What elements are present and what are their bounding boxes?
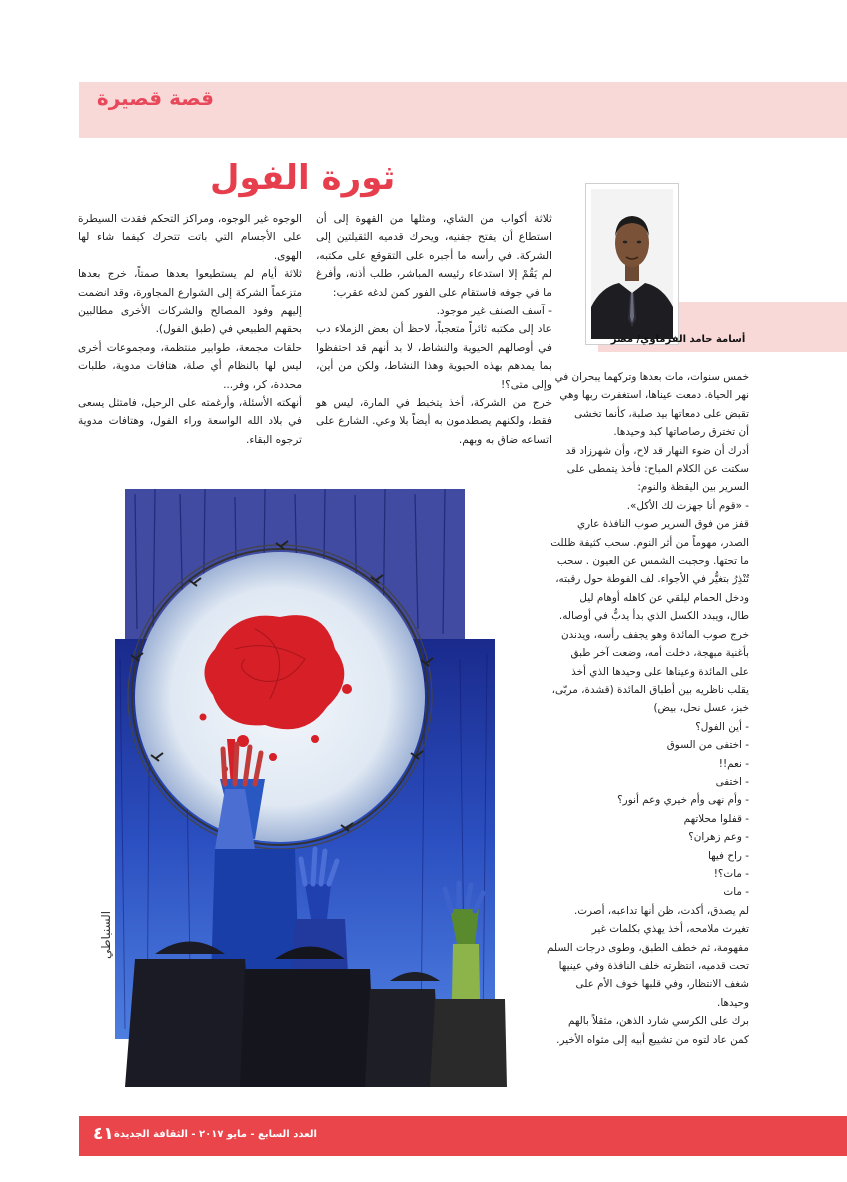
paragraph-line: قفز من فوق السرير صوب النافذة عاري bbox=[576, 518, 749, 531]
paragraph-line: خبز، عسل نحل، بيض) bbox=[653, 702, 749, 715]
dialogue-line: - راح فيها bbox=[707, 849, 749, 862]
paragraph-line: كمن عاد لتوه من تشييع أبيه إلى مثواه الأخير. bbox=[556, 1033, 749, 1046]
paragraph-line: لم يصدق، أكدت، ظن أنها تداعبه، أصرت. bbox=[573, 904, 749, 917]
paragraph-line: شغف الانتظار، وفي قلبها خوف الأم على bbox=[575, 978, 749, 991]
paragraph: الوجوه غير الوجوه، ومراكز التحكم فقدت السيطرة على الأجسام التي باتت تتحرك كيفما شاء لها الهوى. bbox=[78, 213, 302, 262]
article-column-right bbox=[546, 368, 749, 1049]
paragraph-line: بأغنية مبهجة، دخلت أمه، وضعت آخر طبق bbox=[570, 647, 749, 660]
paragraph-line: تحت قدميه، انتظرته خلف النافذة وفي عينيها bbox=[558, 960, 749, 972]
paragraph-line: على المائدة وعيناها على وحيدها الذي أخذ bbox=[571, 665, 749, 678]
paragraph-line: تُنْذِرُ بتغيُّر في الأجواء. لف الفوطة حول رقبته، bbox=[555, 573, 749, 586]
paragraph-line: سكتت عن الكلام المباح: فأخذ يتمطى على bbox=[566, 463, 749, 476]
paragraph-line: - «قوم أنا جهزت لك الأكل». bbox=[626, 499, 749, 512]
paragraph-line: الصدر، مهوماً من أثر النوم. سحب كثيفة ظللت bbox=[550, 536, 749, 549]
dialogue-line: - مات؟! bbox=[713, 867, 749, 880]
paragraph-line: السرير بين اليقظة والنوم: bbox=[637, 481, 749, 494]
article-column-middle bbox=[316, 210, 552, 449]
dialogue-line: - اختفى من السوق bbox=[666, 739, 749, 752]
dialogue-line: - أين الفول؟ bbox=[695, 720, 749, 733]
illustration bbox=[95, 489, 520, 1087]
paragraph: خرج من الشركة، أخذ يتخبط في المارة، ليس هو فقط، ولكنهم يصطدمون به أيضاً بلا وعي. الشارع على اتساعه ضاق به وبهم. bbox=[316, 397, 552, 446]
footer-issue-text: العدد السابع - مايو ٢٠١٧ - الثقافة الجديدة bbox=[114, 1129, 317, 1140]
paragraph-line: وحيدها. bbox=[717, 996, 749, 1009]
paragraph: عاد إلى مكتبه ثائراً متعجباً، لاحظ أن بعض الزملاء دب في أوصالهم الحيوية والنشاط، لا بد أنهم قد احتفظوا بما يمدهم بهذه الحيوية وهذا النشاط، ولكن من أين، وإلى متى؟! bbox=[316, 323, 552, 391]
paragraph: حلقات مجمعة، طوابير منتظمة، ومجموعات أخرى ليس لها بالنظام أي صلة، هتافات مدوية، طلبات محددة، كر، وفر... bbox=[78, 341, 302, 391]
paragraph-line: طال، ويبدد الكسل الذي بدأ يدبُّ في أوصاله. bbox=[558, 610, 749, 623]
dialogue-line: - اختفى bbox=[715, 775, 749, 788]
illustration-signature: السنباطي bbox=[99, 910, 113, 959]
paragraph-line: تغيرت ملامحه، أخذ يهذي بكلمات غير bbox=[591, 923, 749, 936]
paragraph-line: خرج صوب المائدة وهو يجفف رأسه، ويدندن bbox=[560, 628, 749, 641]
dialogue-line: - وعم زهران؟ bbox=[688, 831, 749, 844]
paragraph: أنهكته الأسئلة، وأرغمته على الرحيل، فامتثل يسعى في بلاد الله الواسعة وراء الفول، وهتافات مدوية ترجوه البقاء. bbox=[78, 397, 302, 446]
section-title: قصة قصيرة bbox=[96, 86, 214, 110]
dialogue-line: - مات bbox=[723, 886, 749, 899]
paragraph: - آسف الصنف غير موجود. bbox=[436, 305, 552, 318]
paragraph-line: برك على الكرسي شارد الذهن، مثقلاً بالهم bbox=[567, 1015, 749, 1028]
article-title: ثورة الفول bbox=[210, 158, 396, 198]
paragraph-line: مفهومة، ثم خطف الطبق، وطوى درجات السلم bbox=[546, 941, 749, 954]
paragraph-line: يقلب ناظريه بين أطباق المائدة (قشدة، مربّى، bbox=[551, 683, 749, 696]
author-name: أسامة حامد الفرماوي/ مصر bbox=[610, 334, 746, 345]
article-column-left bbox=[78, 210, 302, 449]
paragraph-line: خمس سنوات، مات بعدها وتركهما يبحران في bbox=[554, 371, 749, 383]
page-number: ٤١ bbox=[93, 1124, 114, 1144]
paragraph-line: نهر الحياة. دمعت عيناها، استغفرت ربها وهي bbox=[559, 389, 749, 402]
dialogue-line: - وأم نهى وأم خيري وعم أنور؟ bbox=[617, 794, 749, 807]
paragraph: ثلاثة أيام لم يستطيعوا بعدها صمتاً، خرج بعدها متزعماً الشركة إلى الشوارع المجاورة، وقد انضمت إليهم وفود المصالح والشركات الأخرى مطالبين بحقهم الطبيعي في (طبق الفول). bbox=[78, 268, 302, 336]
dialogue-line: - نعم!! bbox=[718, 757, 749, 770]
paragraph-line: ودخل الحمام ليلقي عن كاهله أوهام ليل bbox=[579, 591, 749, 604]
author-photo bbox=[585, 183, 679, 345]
paragraph-line: أن تخترق رصاصاتها كبد وحيدها. bbox=[613, 426, 749, 439]
paragraph: ثلاثة أكواب من الشاي، ومثلها من القهوة إلى أن استطاع أن يفتح جفنيه، ويحرك قدميه الثقيلتين إلى الشركة. في رأسه ما أجبره على التقوقع على مكتبه، لم يَقُمْ إلا استدعاء رئيسه المباشر، طلب أذنه، وأفرغ ما في جوفه فاستقام على الفور كمن لدغه عقرب: bbox=[316, 213, 552, 299]
paragraph-line: تقبض على دمعاتها بيد صلبة، كأنما تخشى bbox=[574, 407, 749, 420]
dialogue-line: - قفلوا محلاتهم bbox=[683, 812, 749, 825]
paragraph-line: أدرك أن ضوء النهار قد لاح، وأن شهرزاد قد bbox=[565, 444, 749, 457]
paragraph-line: ما تحتها. وحجبت الشمس عن العيون . سحب bbox=[556, 555, 749, 568]
